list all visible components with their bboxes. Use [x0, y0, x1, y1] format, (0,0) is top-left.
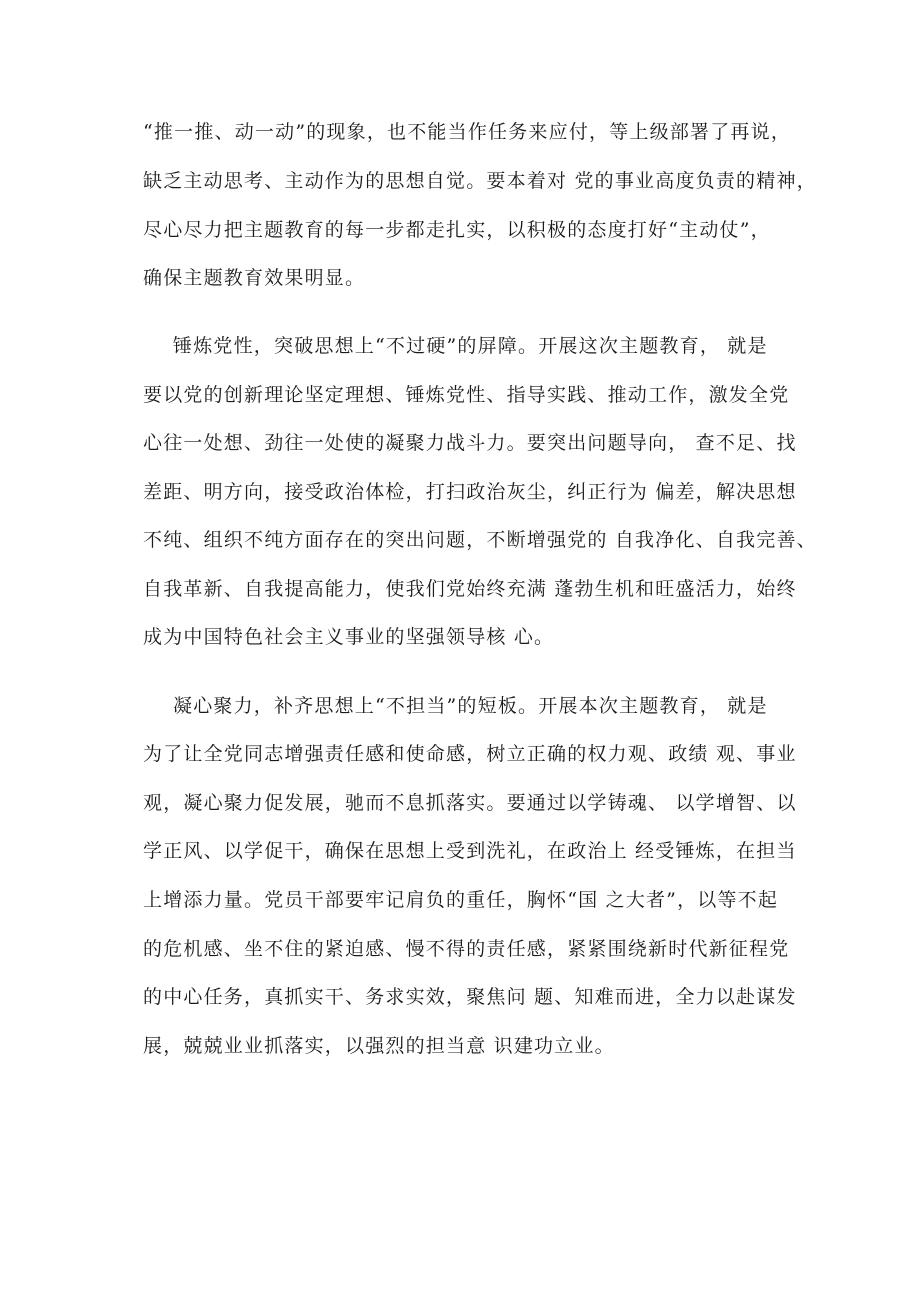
paragraph-line: “推一推、动一动”的现象，也不能当作任务来应付，等上级部署了再说， [143, 121, 792, 143]
paragraph-line: 为了让全党同志增强责任感和使命感，树立正确的权力观、政绩 观、事业 [143, 743, 797, 765]
paragraph-line: 缺乏主动思考、主动作为的思想自觉。要本着对 党的事业高度负责的精神， [143, 170, 817, 192]
paragraph-line: 观，凝心聚力促发展，驰而不息抓落实。要通过以学铸魂、 以学增智、以 [143, 792, 797, 814]
paragraph-line: 上增添力量。党员干部要牢记肩负的重任，胸怀“国 之大者”，以等不起 [143, 889, 779, 911]
paragraph-line: 确保主题教育效果明显。 [143, 267, 366, 289]
paragraph-line: 成为中国特色社会主义事业的坚强领导核 心。 [143, 626, 555, 648]
paragraph-line: 差距、明方向，接受政治体检，打扫政治灰尘，纠正行为 偏差，解决思想 [143, 481, 797, 503]
paragraph-line: 的中心任务，真抓实干、务求实效，聚焦问 题、知难而进，全力以赴谋发 [143, 986, 797, 1008]
paragraph-line: 的危机感、坐不住的紧迫感、慢不得的责任感，紧紧围绕新时代新征程党 [143, 938, 790, 960]
paragraph-line: 展，兢兢业业抓落实，以强烈的担当意 识建功立业。 [143, 1035, 615, 1057]
paragraph-line: 锤炼党性，突破思想上“不过硬”的屏障。开展这次主题教育， 就是 [173, 335, 768, 357]
paragraph-line: 凝心聚力，补齐思想上“不担当”的短板。开展本次主题教育， 就是 [173, 695, 768, 717]
paragraph-line: 要以党的创新理论坚定理想、锤炼党性、指导实践、推动工作，激发全党 [143, 384, 790, 406]
paragraph-line: 自我革新、自我提高能力，使我们党始终充满 蓬勃生机和旺盛活力，始终 [143, 578, 797, 600]
paragraph-line: 心往一处想、劲往一处使的凝聚力战斗力。要突出问题导向， 查不足、找 [143, 432, 797, 454]
paragraph-line: 学正风、以学促干，确保在思想上受到洗礼，在政治上 经受锤炼，在担当 [143, 840, 797, 862]
paragraph-line: 尽心尽力把主题教育的每一步都走扎实，以积极的态度打好“主动仗”， [143, 219, 771, 241]
paragraph-line: 不纯、组织不纯方面存在的突出问题，不断增强党的 自我净化、自我完善、 [143, 529, 817, 551]
